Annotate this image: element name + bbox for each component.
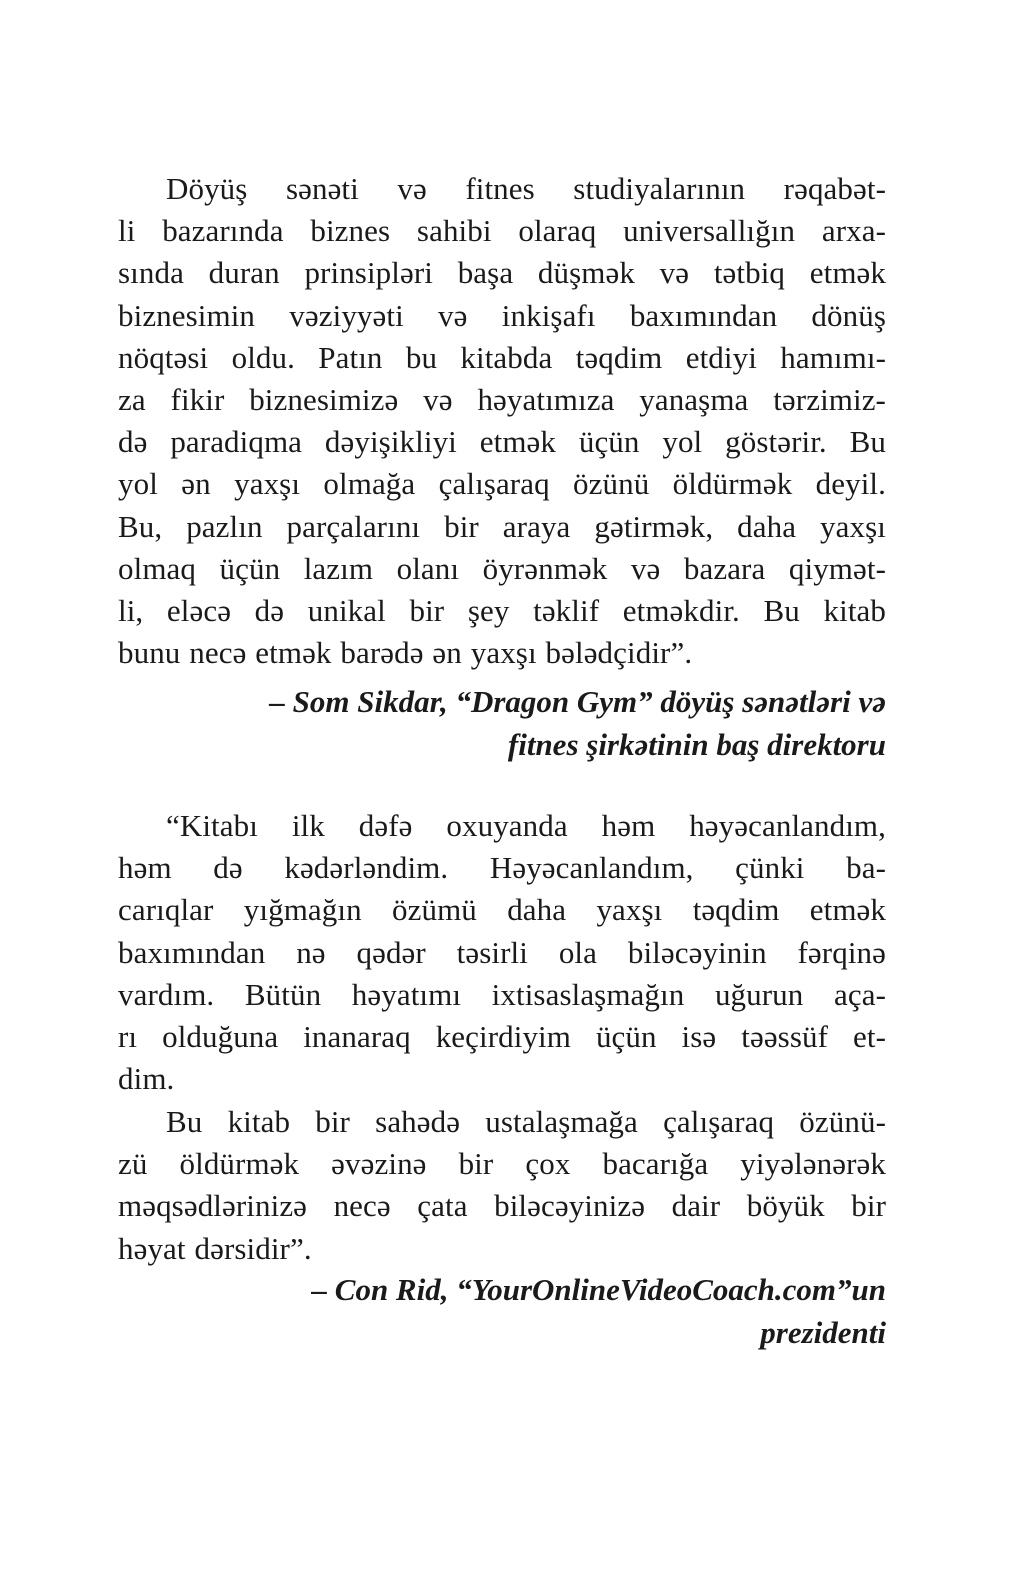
quote2-line: zü öldürmək əvəzinə bir çox bacarığa yiyələnərək xyxy=(118,1146,886,1182)
quote1-line: yol ən yaxşı olmağa çalışaraq özünü öldürmək deyil. xyxy=(118,466,886,502)
quote1-line: də paradiqma dəyişikliyi etmək üçün yol göstərir. Bu xyxy=(118,424,886,460)
quote2-line: dim. xyxy=(118,1061,175,1097)
quote1-paragraph xyxy=(118,168,886,674)
attribution-line: prezidenti xyxy=(760,1315,886,1350)
quote1-line: Döyüş sənəti və fitnes studiyalarının rəqabət- xyxy=(166,171,886,206)
quote2-paragraph-1 xyxy=(118,805,886,1100)
quote1-line: Bu, pazlın parçalarını bir araya gətirmək, daha yaxşı xyxy=(118,508,886,544)
quote1-line: li bazarında biznes sahibi olaraq universallığın arxa- xyxy=(118,213,886,249)
quote1-line: olmaq üçün lazım olanı öyrənmək və bazara qiymət- xyxy=(118,550,886,586)
quote2-line: rı olduğuna inanaraq keçirdiyim üçün isə təəssüf et- xyxy=(118,1019,886,1055)
attribution-line: – Som Sikdar, “Dragon Gym” döyüş sənətləri və xyxy=(269,684,886,719)
quote2-line: vardım. Bütün həyatımı ixtisaslaşmağın uğurun aça- xyxy=(118,976,886,1012)
quote1-line: biznesimin vəziyyəti və inkişafı baxımından dönüş xyxy=(118,297,886,333)
quote1-line: li, eləcə də unikal bir şey təklif etməkdir. Bu kitab xyxy=(118,593,886,629)
quote1-attribution xyxy=(118,680,886,766)
quote2-line: carıqlar yığmağın özümü daha yaxşı təqdim etmək xyxy=(118,892,886,928)
quote1-line: sında duran prinsipləri başa düşmək və tətbiq etmək xyxy=(118,255,886,291)
quote2-paragraph-2 xyxy=(118,1101,886,1270)
quote2-line: “Kitabı ilk dəfə oxuyanda həm həyəcanlandım, xyxy=(166,808,886,843)
attribution-line: fitnes şirkətinin baş direktoru xyxy=(507,727,886,762)
quote2-line: həyat dərsidir”. xyxy=(118,1230,312,1266)
quote1-line: nöqtəsi oldu. Patın bu kitabda təqdim etdiyi hamımı- xyxy=(118,339,886,375)
quote2-line: həm də kədərləndim. Həyəcanlandım, çünki ba- xyxy=(118,850,886,886)
quote2-line: məqsədlərinizə necə çata biləcəyinizə dair böyük bir xyxy=(118,1188,886,1224)
quote2-line: Bu kitab bir sahədə ustalaşmağa çalışaraq özünü- xyxy=(166,1104,886,1139)
quote2-attribution xyxy=(118,1268,886,1354)
attribution-line: – Con Rid, “YourOnlineVideoCoach.com”un xyxy=(311,1272,886,1307)
quote1-line: bunu necə etmək barədə ən yaxşı bələdçidir”. xyxy=(118,635,693,671)
quote1-line: za fikir biznesimizə və həyatımıza yanaşma tərzimiz- xyxy=(118,382,886,418)
quote2-line: baxımından nə qədər təsirli ola biləcəyinin fərqinə xyxy=(118,934,886,970)
